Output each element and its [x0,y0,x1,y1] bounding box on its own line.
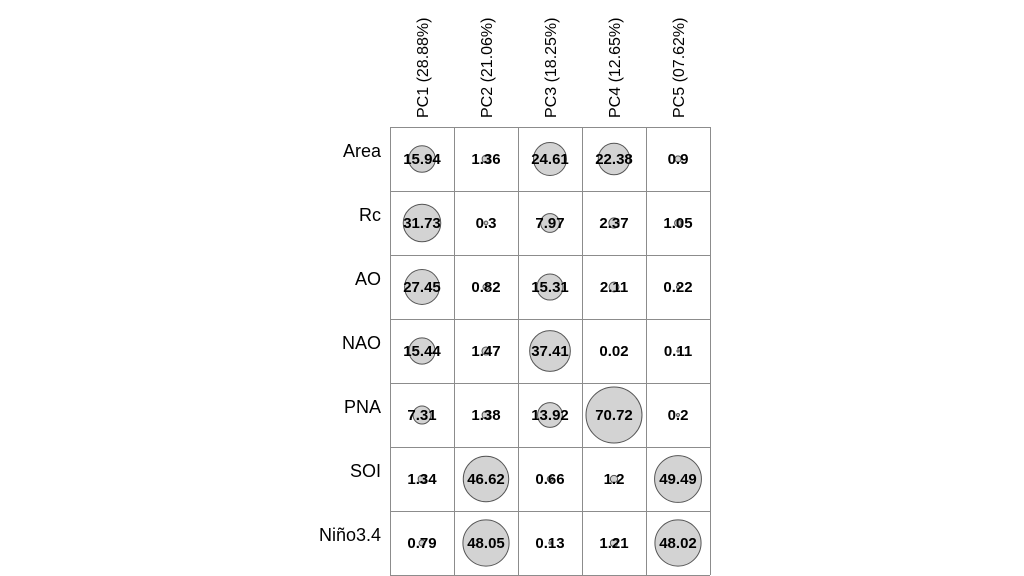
value-label-r0-c1: 1.36 [471,151,501,168]
value-label-r2-c4: 0.22 [663,279,693,296]
row-label-5: SOI [349,461,381,481]
value-label-r3-c0: 15.44 [403,343,441,360]
value-label-r6-c1: 48.05 [467,535,505,552]
column-label-1: PC2 (21.06%) [479,17,496,118]
value-label-r5-c1: 46.62 [467,471,505,488]
value-label-r0-c2: 24.61 [531,151,569,168]
value-label-r1-c4: 1.05 [663,215,693,232]
row-label-4: PNA [343,397,381,417]
column-label-2: PC3 (18.25%) [543,17,560,118]
value-label-r4-c0: 7.31 [407,407,437,424]
value-label-r3-c3: 0.02 [599,343,629,360]
value-label-layer [403,151,697,552]
row-label-layer [319,141,382,545]
value-label-r5-c3: 1.2 [603,471,625,488]
row-label-0: Area [342,141,381,161]
column-label-layer [415,18,688,119]
row-label-6: Niño3.4 [318,525,381,545]
column-label-3: PC4 (12.65%) [607,17,624,118]
value-label-r2-c1: 0.82 [471,279,501,296]
value-label-r4-c4: 0.2 [667,407,689,424]
value-label-r0-c4: 0.9 [667,151,689,168]
value-label-r1-c2: 7.97 [535,215,565,232]
value-label-r3-c1: 1.47 [471,343,501,360]
column-label-4: PC5 (07.62%) [671,17,688,118]
value-label-r6-c4: 48.02 [659,535,697,552]
value-label-r5-c0: 1.34 [407,471,437,488]
value-label-r6-c3: 1.21 [599,535,629,552]
value-label-r0-c3: 22.38 [595,151,633,168]
value-label-r4-c2: 13.92 [531,407,569,424]
row-label-3: NAO [341,333,381,353]
value-label-r4-c3: 70.72 [595,407,633,424]
value-label-r5-c2: 0.66 [535,471,565,488]
value-label-r2-c0: 27.45 [403,279,441,296]
row-label-2: AO [354,269,381,289]
value-label-r6-c2: 0.13 [535,535,565,552]
value-label-r3-c2: 37.41 [531,343,569,360]
value-label-r1-c1: 0.3 [475,215,497,232]
value-label-r1-c0: 31.73 [403,215,441,232]
value-label-r1-c3: 2.37 [599,215,629,232]
column-label-0: PC1 (28.88%) [415,17,432,118]
value-label-r2-c3: 2.11 [599,279,629,296]
value-label-r5-c4: 49.49 [659,471,697,488]
value-label-r0-c0: 15.94 [403,151,441,168]
value-label-r6-c0: 0.79 [407,535,437,552]
value-label-r2-c2: 15.31 [531,279,569,296]
row-label-1: Rc [359,205,381,225]
value-label-r4-c1: 1.38 [471,407,501,424]
value-label-r3-c4: 0.11 [663,343,693,360]
